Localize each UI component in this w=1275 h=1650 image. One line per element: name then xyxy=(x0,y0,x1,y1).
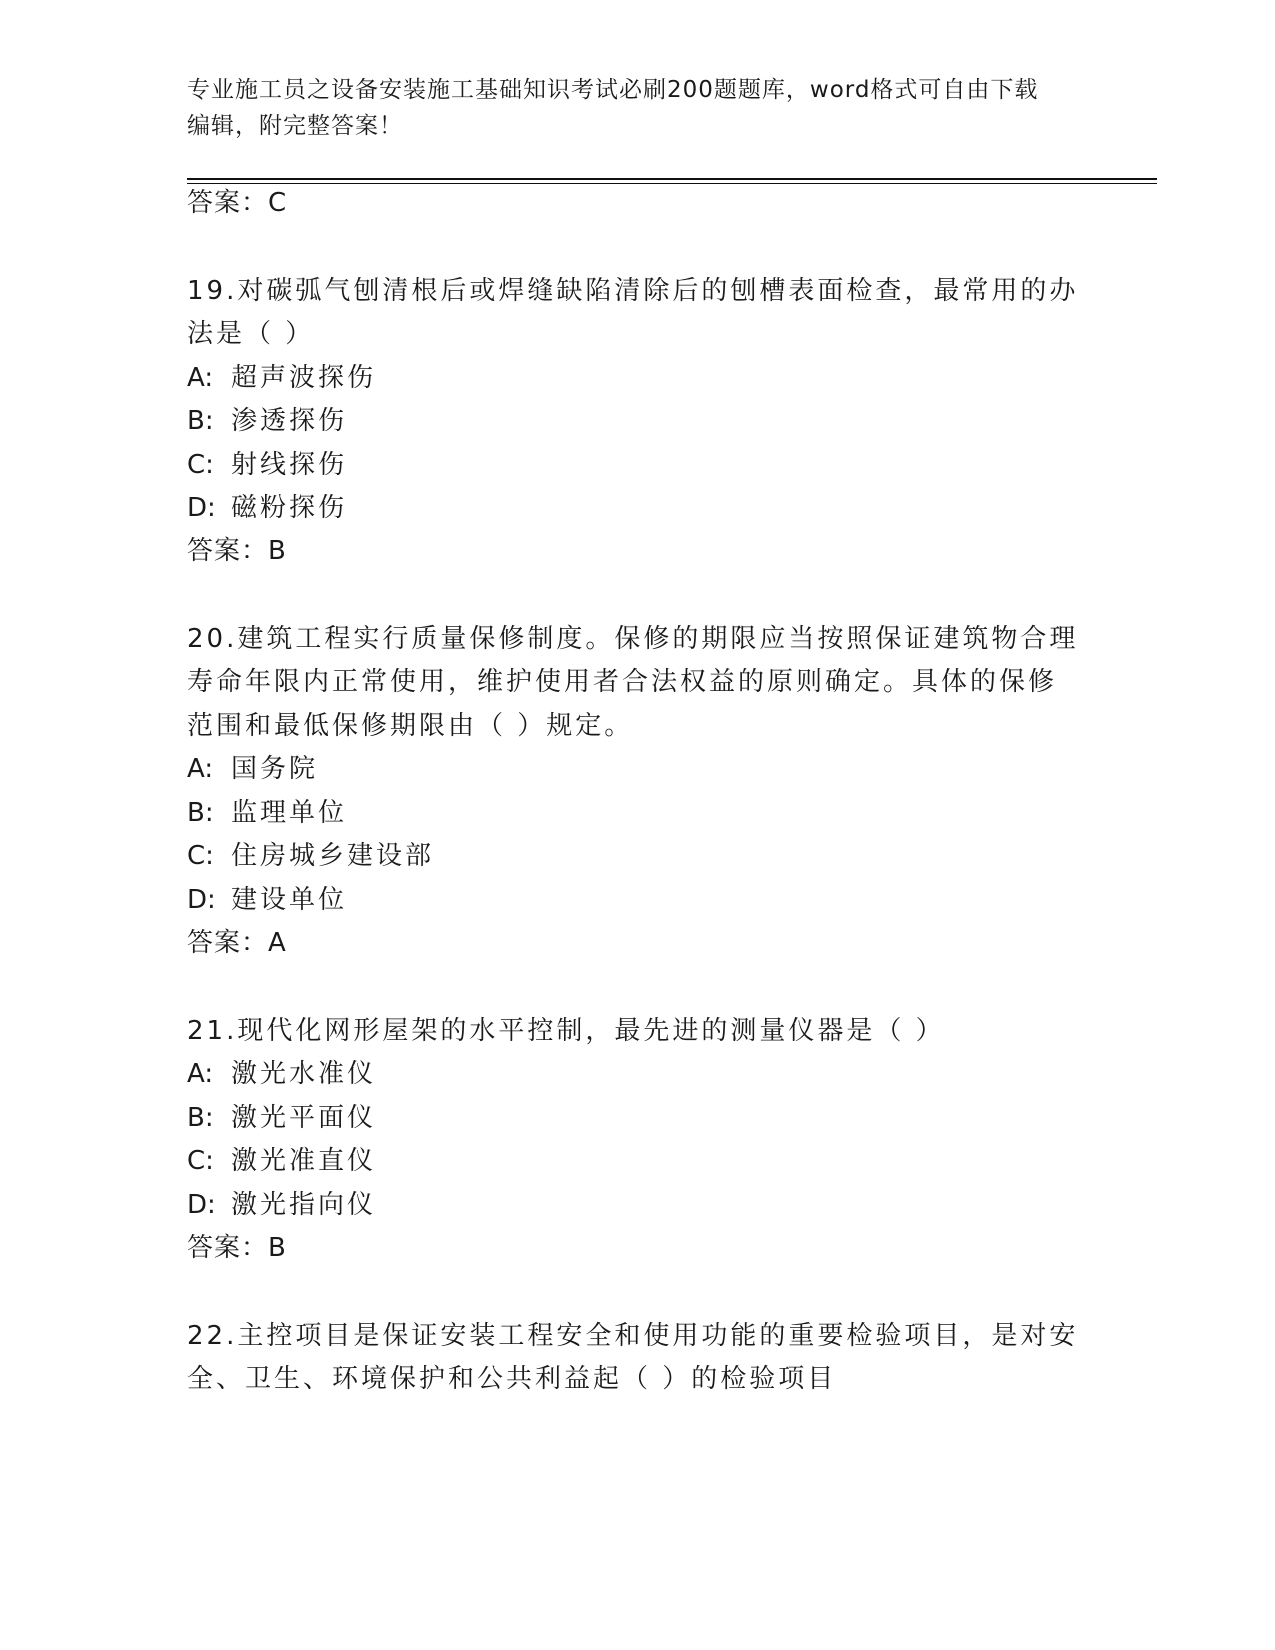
previous-answer xyxy=(187,188,287,218)
question-20-stem-line-3: 范围和最低保修期限由（ ）规定。 xyxy=(187,711,634,741)
question-21-answer xyxy=(187,1233,287,1263)
question-19-stem-line-2: 法是（ ） xyxy=(187,319,315,349)
question-21-option-c xyxy=(187,1146,376,1176)
option-letter: A: xyxy=(187,1059,214,1089)
question-22-stem-line-2: 全、卫生、环境保护和公共利益起（ ）的检验项目 xyxy=(187,1364,837,1394)
option-letter: D: xyxy=(187,885,216,915)
question-19-answer xyxy=(187,536,287,566)
option-text: 建设单位 xyxy=(231,885,348,915)
option-text: 激光准直仪 xyxy=(231,1146,377,1176)
question-21-option-b xyxy=(187,1103,376,1133)
option-text: 渗透探伤 xyxy=(231,406,348,436)
question-20-option-b xyxy=(187,798,347,828)
question-20-option-c xyxy=(187,841,434,871)
question-20-stem-line-1: 20.建筑工程实行质量保修制度。保修的期限应当按照保证建筑物合理 xyxy=(187,624,1079,654)
question-19-option-c xyxy=(187,450,347,480)
option-text: 监理单位 xyxy=(231,798,348,828)
question-20-stem-line-2: 寿命年限内正常使用，维护使用者合法权益的原则确定。具体的保修 xyxy=(187,667,1058,697)
answer-value: C xyxy=(268,188,288,218)
option-text: 激光指向仪 xyxy=(231,1190,377,1220)
question-20-option-d xyxy=(187,885,347,915)
header-divider-thin xyxy=(187,183,1157,184)
answer-label: 答案： xyxy=(187,536,269,566)
answer-value: A xyxy=(268,928,287,958)
option-letter: C: xyxy=(187,450,214,480)
header-line-1: 专业施工员之设备安装施工基础知识考试必刷200题题库，word格式可自由下载 xyxy=(187,77,1039,103)
option-text: 超声波探伤 xyxy=(231,363,377,393)
document-header xyxy=(187,72,1087,144)
question-20-option-a xyxy=(187,754,318,784)
option-text: 射线探伤 xyxy=(231,450,348,480)
question-19-stem-line-1: 19.对碳弧气刨清根后或焊缝缺陷清除后的刨槽表面检查，最常用的办 xyxy=(187,276,1079,306)
answer-value: B xyxy=(268,536,287,566)
option-letter: C: xyxy=(187,1146,214,1176)
option-text: 激光水准仪 xyxy=(231,1059,377,1089)
answer-label: 答案： xyxy=(187,1233,269,1263)
option-letter: D: xyxy=(187,1190,216,1220)
option-text: 国务院 xyxy=(231,754,319,784)
option-letter: B: xyxy=(187,1103,214,1133)
answer-label: 答案： xyxy=(187,928,269,958)
question-19-option-b xyxy=(187,406,347,436)
question-21-stem-line-1: 21.现代化网形屋架的水平控制，最先进的测量仪器是（ ） xyxy=(187,1016,945,1046)
question-22-stem-line-1: 22.主控项目是保证安装工程安全和使用功能的重要检验项目，是对安 xyxy=(187,1321,1079,1351)
option-letter: A: xyxy=(187,363,214,393)
header-line-2: 编辑，附完整答案！ xyxy=(187,113,403,139)
question-20-answer xyxy=(187,928,287,958)
question-19-option-a xyxy=(187,363,376,393)
question-21-option-d xyxy=(187,1190,376,1220)
option-text: 住房城乡建设部 xyxy=(231,841,435,871)
answer-value: B xyxy=(268,1233,287,1263)
option-letter: D: xyxy=(187,493,216,523)
option-text: 磁粉探伤 xyxy=(231,493,348,523)
option-letter: A: xyxy=(187,754,214,784)
answer-label: 答案： xyxy=(187,188,269,218)
option-letter: B: xyxy=(187,406,214,436)
header-divider-thick xyxy=(187,178,1157,180)
question-19-option-d xyxy=(187,493,347,523)
question-21-option-a xyxy=(187,1059,376,1089)
option-text: 激光平面仪 xyxy=(231,1103,377,1133)
option-letter: B: xyxy=(187,798,214,828)
option-letter: C: xyxy=(187,841,214,871)
